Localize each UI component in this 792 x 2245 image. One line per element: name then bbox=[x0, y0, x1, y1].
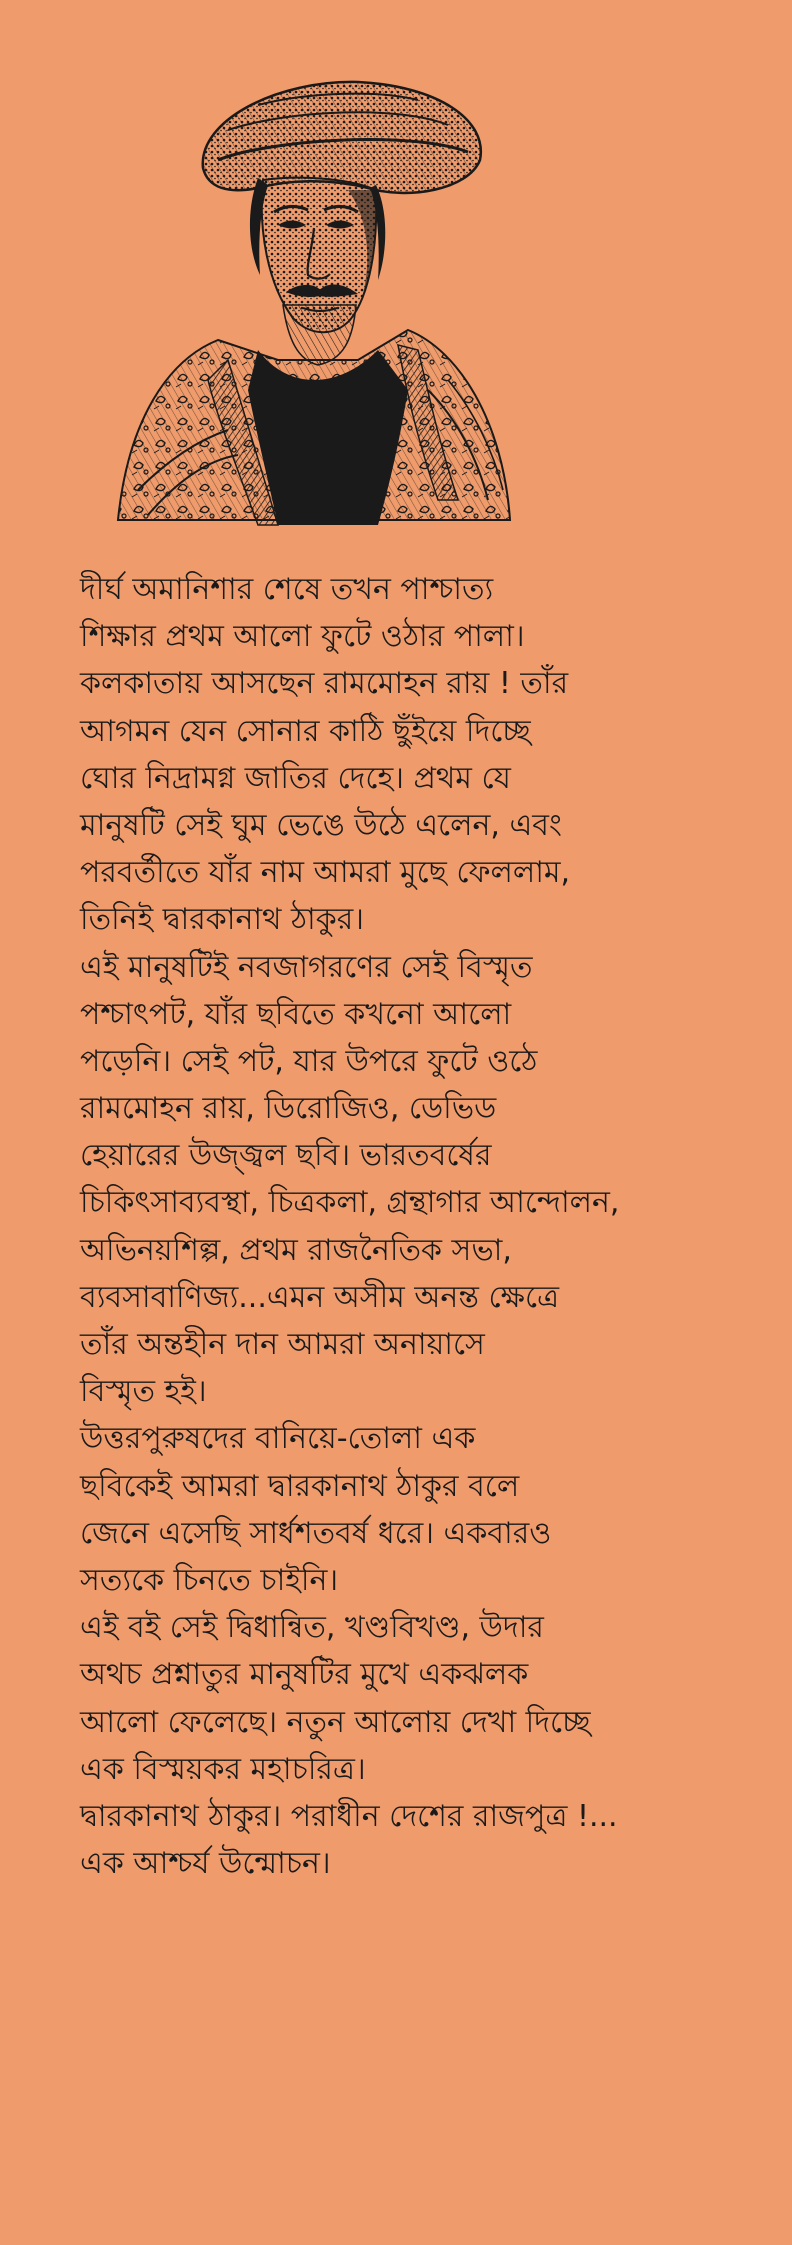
text-line: অথচ প্রশ্নাতুর মানুষটির মুখে একঝলক bbox=[80, 1657, 529, 1693]
text-line: তিনিই দ্বারকানাথ ঠাকুর। bbox=[80, 902, 364, 938]
text-line: বিস্মৃত হই। bbox=[80, 1374, 207, 1410]
text-line: পশ্চাৎপট, যাঁর ছবিতে কখনো আলো bbox=[80, 996, 512, 1032]
text-line: মানুষটি সেই ঘুম ভেঙে উঠে এলেন, এবং bbox=[80, 807, 562, 843]
text-line: এক বিস্ময়কর মহাচরিত্র। bbox=[80, 1751, 366, 1787]
text-line: দ্বারকানাথ ঠাকুর। পরাধীন দেশের রাজপুত্র !... bbox=[80, 1798, 618, 1834]
text-line: হেয়ারের উজ্জ্বল ছবি। ভারতবর্ষের bbox=[80, 1138, 492, 1174]
author-portrait bbox=[108, 60, 516, 530]
text-line: অভিনয়শিল্প, প্রথম রাজনৈতিক সভা, bbox=[80, 1232, 512, 1268]
paragraph-4 bbox=[80, 1604, 740, 1793]
text-line: রামমোহন রায়, ডিরোজিও, ডেভিড bbox=[80, 1091, 497, 1127]
paragraph-3 bbox=[80, 1415, 740, 1604]
text-line: এক আশ্চর্য উন্মোচন। bbox=[80, 1846, 331, 1882]
text-line: পরবর্তীতে যাঁর নাম আমরা মুছে ফেললাম, bbox=[80, 855, 571, 891]
text-line: ঘোর নিদ্রামগ্ন জাতির দেহে। প্রথম যে bbox=[80, 760, 511, 796]
portrait-engraving-icon bbox=[108, 60, 516, 530]
text-line: আগমন যেন সোনার কাঠি ছুঁইয়ে দিচ্ছে bbox=[80, 713, 531, 749]
text-line: পড়েনি। সেই পট, যার উপরে ফুটে ওঠে bbox=[80, 1043, 538, 1079]
text-line: জেনে এসেছি সার্ধশতবর্ষ ধরে। একবারও bbox=[80, 1515, 552, 1551]
paragraph-2 bbox=[80, 944, 740, 1416]
text-line: এই মানুষটিই নবজাগরণের সেই বিস্মৃত bbox=[80, 949, 533, 985]
text-line: তাঁর অন্তহীন দান আমরা অনায়াসে bbox=[80, 1327, 485, 1362]
text-line: আলো ফেলেছে। নতুন আলোয় দেখা দিচ্ছে bbox=[80, 1704, 591, 1740]
text-line: উত্তরপুরুষদের বানিয়ে-তোলা এক bbox=[80, 1421, 476, 1457]
paragraph-5 bbox=[80, 1793, 740, 1887]
text-line: ছবিকেই আমরা দ্বারকানাথ ঠাকুর বলে bbox=[80, 1468, 520, 1504]
text-line: শিক্ষার প্রথম আলো ফুটে ওঠার পালা। bbox=[80, 619, 525, 655]
text-line: সত্যকে চিনতে চাইনি। bbox=[80, 1562, 339, 1598]
description-text bbox=[80, 566, 740, 1887]
text-line: কলকাতায় আসছেন রামমোহন রায় ! তাঁর bbox=[80, 666, 569, 702]
text-line: চিকিৎসাব্যবস্থা, চিত্রকলা, গ্রন্থাগার আন্দোলন, bbox=[80, 1185, 620, 1221]
paragraph-1 bbox=[80, 566, 740, 944]
text-line: ব্যবসাবাণিজ্য...এমন অসীম অনন্ত ক্ষেত্রে bbox=[80, 1279, 560, 1315]
text-line: দীর্ঘ অমানিশার শেষে তখন পাশ্চাত্য bbox=[80, 572, 494, 607]
text-line: এই বই সেই দ্বিধান্বিত, খণ্ডবিখণ্ড, উদার bbox=[80, 1610, 544, 1646]
